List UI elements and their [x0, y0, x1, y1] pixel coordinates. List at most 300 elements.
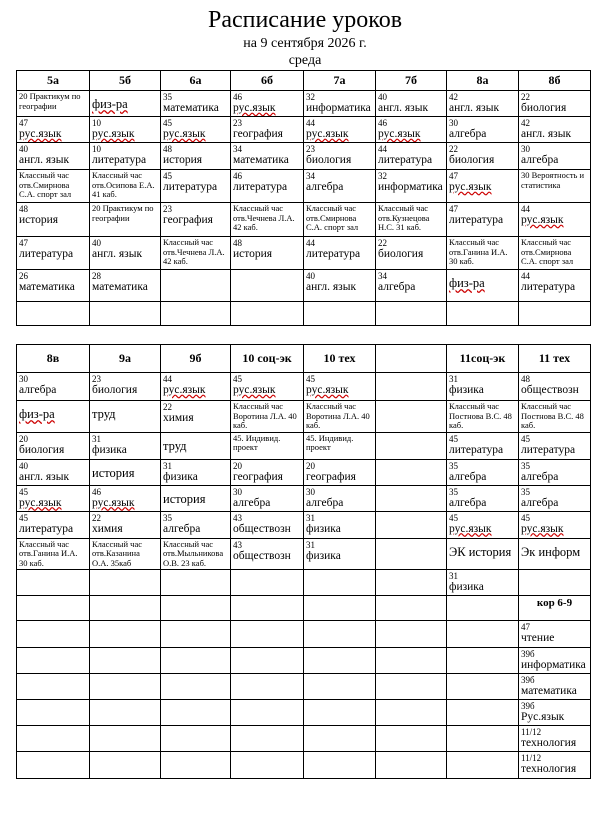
- lesson-cell: [17, 570, 90, 596]
- lesson-cell: [304, 237, 376, 270]
- lesson-note: 45. Индивид. проект: [306, 432, 354, 452]
- subject-name: информатика: [378, 181, 443, 193]
- subject-name: история: [163, 491, 206, 506]
- lesson-cell: [90, 170, 161, 203]
- room-number: 46: [233, 171, 242, 181]
- room-number: 44: [306, 238, 315, 248]
- subject-name: рус.язык: [521, 522, 564, 535]
- subject-name: алгебра: [521, 154, 559, 166]
- room-number: 47: [521, 622, 530, 632]
- lesson-cell: [90, 203, 161, 237]
- lesson-cell: [231, 170, 304, 203]
- lesson-cell: [447, 621, 519, 648]
- lesson-cell: [17, 143, 90, 170]
- lesson-cell: [231, 511, 304, 538]
- lesson-note: Классный час отв.Мыльникова О.В. 23 каб.: [163, 538, 224, 568]
- room-number: 46: [378, 118, 387, 128]
- subject-name: математика: [92, 281, 148, 293]
- room-number: 45: [233, 374, 242, 384]
- page-title: Расписание уроков: [207, 7, 403, 33]
- lesson-note: Классный час Воротина Л.А. 40 каб.: [233, 401, 297, 430]
- lesson-cell: [376, 700, 447, 726]
- lesson-note: Классный час отв.Казанина О.А. 35каб: [92, 538, 142, 568]
- room-number: 34: [233, 144, 242, 154]
- room-number: 35: [449, 460, 458, 471]
- lesson-row: [17, 143, 591, 170]
- lesson-cell: [90, 674, 161, 700]
- room-number: 31: [449, 374, 458, 384]
- lesson-cell: [90, 700, 161, 726]
- room-number: 10: [92, 144, 101, 154]
- lesson-cell: [304, 170, 376, 203]
- lesson-cell: [231, 621, 304, 648]
- lesson-cell: [17, 401, 90, 433]
- room-number: 48: [233, 238, 242, 248]
- lesson-note: Классный час Постнова В.С. 48 каб.: [521, 401, 584, 430]
- lesson-cell: [304, 203, 376, 237]
- subject-name: физика: [449, 384, 484, 396]
- lesson-cell: [90, 538, 161, 570]
- lesson-cell: [376, 596, 447, 621]
- lesson-cell: [376, 621, 447, 648]
- subject-name: химия: [92, 522, 123, 535]
- subject-name: литература: [449, 443, 504, 456]
- subject-name: рус.язык: [449, 181, 492, 193]
- subject-name: физ-ра: [19, 407, 55, 421]
- lesson-row: [17, 401, 591, 433]
- subject-name: биология: [92, 384, 138, 396]
- lesson-cell: [90, 270, 161, 302]
- room-number: 26: [19, 271, 28, 281]
- lesson-cell: [90, 570, 161, 596]
- lesson-cell: [90, 752, 161, 779]
- subject-name: англ. язык: [19, 154, 70, 166]
- room-number: 43: [233, 512, 242, 523]
- room-number: 28: [92, 271, 101, 281]
- subject-name: математика: [19, 281, 75, 293]
- lesson-cell: [161, 511, 231, 538]
- room-number: 31: [92, 433, 101, 444]
- class-header: 6б: [231, 71, 304, 91]
- lesson-cell: [519, 570, 591, 596]
- lesson-row: [17, 596, 591, 621]
- lesson-cell: [376, 432, 447, 459]
- lesson-cell: [161, 203, 231, 237]
- subject-name: биология: [306, 154, 352, 166]
- lesson-cell: [304, 117, 376, 143]
- subject-name: алгебра: [378, 281, 416, 293]
- room-number: 46: [92, 486, 101, 497]
- room-number: 22: [521, 92, 530, 102]
- lesson-cell: [161, 170, 231, 203]
- lesson-cell: [17, 117, 90, 143]
- subject-name: рус.язык: [19, 128, 62, 140]
- lesson-cell: [304, 621, 376, 648]
- subject-name: математика: [233, 154, 289, 166]
- room-number: 44: [521, 204, 530, 214]
- lesson-cell: [90, 459, 161, 485]
- subject-name: литература: [92, 154, 147, 166]
- subject-name: рус.язык: [449, 522, 492, 535]
- subject-name: труд: [92, 407, 116, 421]
- lesson-cell: [304, 401, 376, 433]
- class-header: 9а: [90, 345, 161, 373]
- class-header: 11 тех: [519, 345, 591, 373]
- subject-name: физика: [163, 470, 198, 483]
- lesson-cell: [376, 570, 447, 596]
- room-number: 40: [19, 144, 28, 154]
- room-number: 23: [92, 374, 101, 384]
- lesson-cell: [90, 648, 161, 674]
- lesson-cell: [376, 91, 447, 117]
- subject-name: рус.язык: [163, 128, 206, 140]
- lesson-cell: [519, 432, 591, 459]
- subject-name: технология: [521, 763, 577, 775]
- room-number: 23: [306, 144, 315, 154]
- subject-name: рус.язык: [306, 384, 349, 396]
- room-number: 45: [19, 486, 28, 497]
- lesson-cell: [17, 432, 90, 459]
- lesson-cell: [447, 143, 519, 170]
- lesson-note: Классный час отв.Смирнова С.А. спорт зал: [521, 237, 574, 266]
- subject-name: чтение: [521, 632, 555, 644]
- subject-name: алгебра: [163, 522, 201, 535]
- subject-name: Эк информ: [521, 544, 581, 559]
- class-header: 7а: [304, 71, 376, 91]
- subject-name: труд: [163, 438, 187, 453]
- room-number: 31: [306, 539, 315, 550]
- subject-name: ЭК история: [449, 544, 512, 559]
- subject-name: информатика: [521, 659, 586, 671]
- room-number: 46: [233, 92, 242, 102]
- lesson-cell: [231, 726, 304, 752]
- lesson-cell: [90, 726, 161, 752]
- class-header: 7б: [376, 71, 447, 91]
- lesson-cell: [161, 270, 231, 302]
- lesson-row: [17, 203, 591, 237]
- lesson-cell: [161, 373, 231, 401]
- room-number: 39б: [521, 701, 535, 711]
- lesson-cell: [447, 203, 519, 237]
- subject-name: англ. язык: [378, 102, 429, 114]
- subject-name: алгебра: [306, 181, 344, 193]
- lesson-cell: [376, 237, 447, 270]
- subject-name: литература: [378, 154, 433, 166]
- lesson-cell: [376, 674, 447, 700]
- lesson-row: [17, 538, 591, 570]
- subject-name: литература: [233, 181, 288, 193]
- room-number: 45: [163, 118, 172, 128]
- room-number: 45: [521, 512, 530, 523]
- room-number: 44: [306, 118, 315, 128]
- room-number: 40: [19, 460, 28, 471]
- lesson-cell: [519, 674, 591, 700]
- subject-name: англ. язык: [449, 102, 500, 114]
- lesson-cell: [161, 596, 231, 621]
- subject-name: история: [163, 154, 203, 166]
- room-number: 31: [449, 571, 458, 581]
- lesson-cell: [304, 648, 376, 674]
- lesson-cell: [161, 538, 231, 570]
- lesson-cell: [90, 143, 161, 170]
- lesson-cell: [519, 237, 591, 270]
- lesson-cell: [17, 459, 90, 485]
- lesson-cell: [376, 752, 447, 779]
- lesson-cell: [161, 91, 231, 117]
- lesson-cell: [447, 752, 519, 779]
- schedule-table-upper: [16, 70, 591, 326]
- schedule-day: среда: [288, 53, 322, 68]
- lesson-cell: [447, 700, 519, 726]
- lesson-cell: [519, 648, 591, 674]
- lesson-cell: [161, 726, 231, 752]
- lesson-cell: [376, 203, 447, 237]
- lesson-cell: [304, 511, 376, 538]
- lesson-cell: [17, 538, 90, 570]
- lesson-cell: [231, 91, 304, 117]
- lesson-row: [17, 91, 591, 117]
- lesson-cell: [519, 726, 591, 752]
- lesson-cell: [231, 203, 304, 237]
- subject-name: обществозн: [521, 384, 579, 396]
- lesson-cell: [231, 700, 304, 726]
- lesson-row: [17, 237, 591, 270]
- lesson-cell: [376, 270, 447, 302]
- room-number: 30: [19, 374, 28, 384]
- lesson-cell: [231, 143, 304, 170]
- lesson-note: Классный час отв.Осипова Е.А. 41 каб.: [92, 170, 155, 199]
- lesson-cell: [304, 91, 376, 117]
- schedule-date: на 9 сентября 2026 г.: [243, 36, 367, 51]
- lesson-cell: [376, 143, 447, 170]
- lesson-row: [17, 621, 591, 648]
- lesson-cell: [519, 621, 591, 648]
- room-number: 45: [521, 433, 530, 444]
- subject-name: биология: [521, 102, 567, 114]
- room-number: 45: [306, 374, 315, 384]
- room-number: 40: [92, 238, 101, 248]
- lesson-cell: [519, 700, 591, 726]
- lesson-cell: [376, 538, 447, 570]
- subject-name: физика: [306, 549, 341, 562]
- lesson-cell: [519, 538, 591, 570]
- room-number: 30: [306, 486, 315, 497]
- lesson-note: Классный час отв.Кузнецова Н.С. 31 каб.: [378, 203, 430, 232]
- class-header: 9б: [161, 345, 231, 373]
- lesson-cell: [231, 432, 304, 459]
- lesson-row: [17, 700, 591, 726]
- lesson-cell: [161, 432, 231, 459]
- subject-name: рус.язык: [306, 128, 349, 140]
- lesson-cell: [90, 237, 161, 270]
- lesson-cell: [519, 302, 591, 326]
- lesson-cell: [519, 459, 591, 485]
- lesson-cell: [17, 270, 90, 302]
- lesson-cell: [376, 170, 447, 203]
- lesson-row: [17, 674, 591, 700]
- lesson-note: 45. Индивид. проект: [233, 432, 281, 452]
- lesson-row: [17, 117, 591, 143]
- subject-name: алгебра: [306, 496, 344, 509]
- lesson-row: [17, 302, 591, 326]
- lesson-cell: [519, 270, 591, 302]
- lesson-cell: [17, 648, 90, 674]
- subject-name: биология: [378, 248, 424, 260]
- lesson-cell: [376, 485, 447, 511]
- lesson-cell: [161, 621, 231, 648]
- subject-name: алгебра: [449, 496, 487, 509]
- lesson-note: 30 Вероятность и статистика: [521, 170, 585, 190]
- lesson-cell: [447, 596, 519, 621]
- room-number: 30: [233, 486, 242, 497]
- subject-name: технология: [521, 737, 577, 749]
- lesson-cell: [161, 401, 231, 433]
- lesson-cell: [17, 621, 90, 648]
- lesson-cell: [304, 674, 376, 700]
- subject-name: литература: [521, 281, 576, 293]
- lesson-cell: [519, 485, 591, 511]
- lesson-cell: [17, 485, 90, 511]
- lesson-cell: [90, 302, 161, 326]
- lesson-cell: [161, 143, 231, 170]
- lesson-cell: [447, 648, 519, 674]
- room-number: 20: [306, 460, 315, 471]
- lesson-cell: [304, 302, 376, 326]
- class-header: 8в: [17, 345, 90, 373]
- room-number: 30: [521, 144, 530, 154]
- subject-name: рус.язык: [163, 384, 206, 396]
- class-header: 8б: [519, 71, 591, 91]
- lesson-cell: [17, 203, 90, 237]
- room-number: 47: [19, 118, 28, 128]
- lesson-note: 20 Практикум по географии: [19, 91, 81, 111]
- room-number: 45: [449, 433, 458, 444]
- lesson-cell: [519, 373, 591, 401]
- lesson-row: [17, 648, 591, 674]
- lesson-cell: [519, 511, 591, 538]
- lesson-cell: [376, 459, 447, 485]
- subject-name: обществозн: [233, 522, 291, 535]
- schedule-table-lower: [16, 344, 591, 779]
- lesson-cell: [304, 596, 376, 621]
- lesson-note: Классный час отв.Смирнова С.А. спорт зал: [19, 170, 72, 199]
- lesson-cell: [447, 485, 519, 511]
- lesson-row: [17, 432, 591, 459]
- subject-name: алгебра: [233, 496, 271, 509]
- lesson-cell: [447, 170, 519, 203]
- lesson-cell: [17, 237, 90, 270]
- room-number: 23: [233, 118, 242, 128]
- room-number: 10: [92, 118, 101, 128]
- lesson-cell: [17, 373, 90, 401]
- room-number: 32: [306, 92, 315, 102]
- room-number: 34: [378, 271, 387, 281]
- lesson-cell: [519, 91, 591, 117]
- lesson-note: Классный час отв.Чечнева Л.А. 42 каб.: [163, 237, 225, 266]
- room-number: 47: [449, 204, 458, 214]
- class-header: 11соц-эк: [447, 345, 519, 373]
- room-number: 48: [163, 144, 172, 154]
- lesson-cell: [231, 270, 304, 302]
- lesson-cell: [231, 302, 304, 326]
- subject-name: история: [233, 248, 273, 260]
- subject-name: биология: [19, 443, 65, 456]
- subject-name: англ. язык: [306, 281, 357, 293]
- lesson-cell: [17, 700, 90, 726]
- lesson-cell: [447, 511, 519, 538]
- room-number: 11/12: [521, 753, 542, 763]
- subject-name: рус.язык: [92, 128, 135, 140]
- class-header: 5а: [17, 71, 90, 91]
- lesson-cell: [231, 752, 304, 779]
- lesson-cell: [304, 700, 376, 726]
- class-header: 10 тех: [304, 345, 376, 373]
- room-number: 47: [19, 238, 28, 248]
- class-header: [376, 345, 447, 373]
- subject-name: алгебра: [449, 470, 487, 483]
- lesson-cell: [304, 459, 376, 485]
- lesson-cell: [231, 459, 304, 485]
- subject-name: алгебра: [19, 384, 57, 396]
- lesson-row: [17, 459, 591, 485]
- lesson-cell: [161, 302, 231, 326]
- subject-name: физика: [92, 443, 127, 456]
- lesson-cell: [304, 726, 376, 752]
- subject-name: англ. язык: [521, 128, 572, 140]
- subject-name: литература: [19, 248, 74, 260]
- lesson-row: [17, 373, 591, 401]
- lesson-cell: [17, 302, 90, 326]
- room-number: 30: [449, 118, 458, 128]
- lesson-note: Классный час отв.Смирнова С.А. спорт зал: [306, 203, 359, 232]
- lesson-cell: [90, 117, 161, 143]
- lesson-cell: [90, 401, 161, 433]
- lesson-cell: [519, 752, 591, 779]
- lesson-cell: [447, 373, 519, 401]
- lesson-cell: [161, 117, 231, 143]
- subject-name: алгебра: [521, 496, 559, 509]
- room-number: 22: [378, 238, 387, 248]
- subject-name: физ-ра: [449, 276, 485, 290]
- lesson-cell: [231, 596, 304, 621]
- lesson-cell: [17, 596, 90, 621]
- lesson-cell: [376, 373, 447, 401]
- subject-name: информатика: [306, 102, 371, 114]
- room-number: 20: [233, 460, 242, 471]
- class-header: 5б: [90, 71, 161, 91]
- lesson-cell: [376, 401, 447, 433]
- lesson-cell: [231, 538, 304, 570]
- subject-name: литература: [19, 522, 74, 535]
- lesson-row: [17, 752, 591, 779]
- room-number: 44: [378, 144, 387, 154]
- lesson-cell: [161, 570, 231, 596]
- room-number: 31: [163, 460, 172, 471]
- class-header: 6а: [161, 71, 231, 91]
- lesson-cell: [231, 674, 304, 700]
- lesson-cell: [304, 143, 376, 170]
- room-number: 40: [378, 92, 387, 102]
- room-number: 34: [306, 171, 315, 181]
- lesson-cell: [519, 203, 591, 237]
- lesson-row: [17, 485, 591, 511]
- lesson-cell: [304, 485, 376, 511]
- lesson-note: Классный час отв.Ганина И.А. 30 каб.: [19, 538, 78, 568]
- lesson-cell: [161, 752, 231, 779]
- subject-name: физ-ра: [92, 97, 128, 111]
- lesson-cell: [519, 117, 591, 143]
- room-number: 44: [163, 374, 172, 384]
